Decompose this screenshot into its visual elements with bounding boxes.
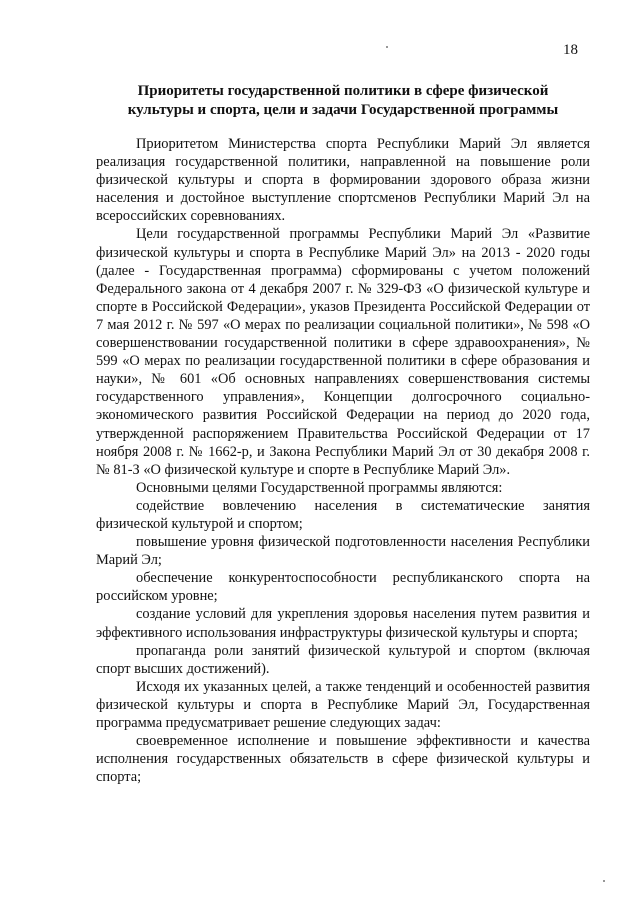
goal-item: создание условий для укрепления здоровья населения путем развития и эффективного использования инфраструктуры физической культуры и спорта; [96,606,590,641]
page-number: 18 [563,42,578,58]
goal-item: пропаганда роли занятий физической культурой и спортом (включая спорт высших достижений). [96,642,590,677]
paragraph-goals-basis: Цели государственной программы Республики Марий Эл «Развитие физической культуры и спорта в Республике Марий Эл» на 2013 - 2020 годы (далее - Государственная программа) сформированы с учетом положений Федерального закона от 4 декабря 2007 г. № 329-ФЗ «О физической культуре и спорте в Российской Федерации», указов Президента Российской Федерации от 7 мая 2012 г. № 597 «О мерах по реализации социальной политики», № 598 «О совершенствовании государственной политики в сфере здравоохранения», № 599 «О мерах по реализации государственной политики в сфере образования и науки», № 601 «Об основных направлениях совершенствования системы государственного управления», Концепции долгосрочного социально-экономического развития Российской Федерации на период до 2020 года, утвержденной распоряжением Правительства Российской Федерации от 17 ноября 2008 г. № 1662-р, и Закона Республики Марий Эл от 30 декабря 2008 г. № 81-З «О физической культуре и спорте в Республике Марий Эл». [96,226,590,478]
section-title [96,82,590,120]
section-title-line: культуры и спорта, цели и задачи Государственной программы [127,102,559,118]
goal-item: обеспечение конкурентоспособности республиканского спорта на российском уровне; [96,570,590,605]
paragraph-priority: Приоритетом Министерства спорта Республики Марий Эл является реализация государственной политики, направленной на повышение роли физической культуры и спорта в формировании здорового образа жизни населения и достойное выступление спортсменов Республики Марий Эл на всероссийских соревнованиях. [96,136,590,225]
paragraph-tasks-intro: Исходя их указанных целей, а также тенденций и особенностей развития физической культуры и спорта в Республике Марий Эл, Государственная программа предусматривает решение следующих задач: [96,678,590,731]
goal-item: повышение уровня физической подготовленности населения Республики Марий Эл; [96,534,590,569]
goal-item: содействие вовлечению населения в систематические занятия физической культурой и спортом; [96,497,590,532]
paragraph-goals-intro: Основными целями Государственной программы являются: [136,479,503,496]
task-item: своевременное исполнение и повышение эффективности и качества исполнения государственных обязательств в сфере физической культуры и спорта; [96,733,590,786]
document-body [96,135,590,786]
section-title-line: Приоритеты государственной политики в сфере физической [137,83,549,99]
scan-speck [386,46,388,48]
scan-speck [603,880,605,882]
